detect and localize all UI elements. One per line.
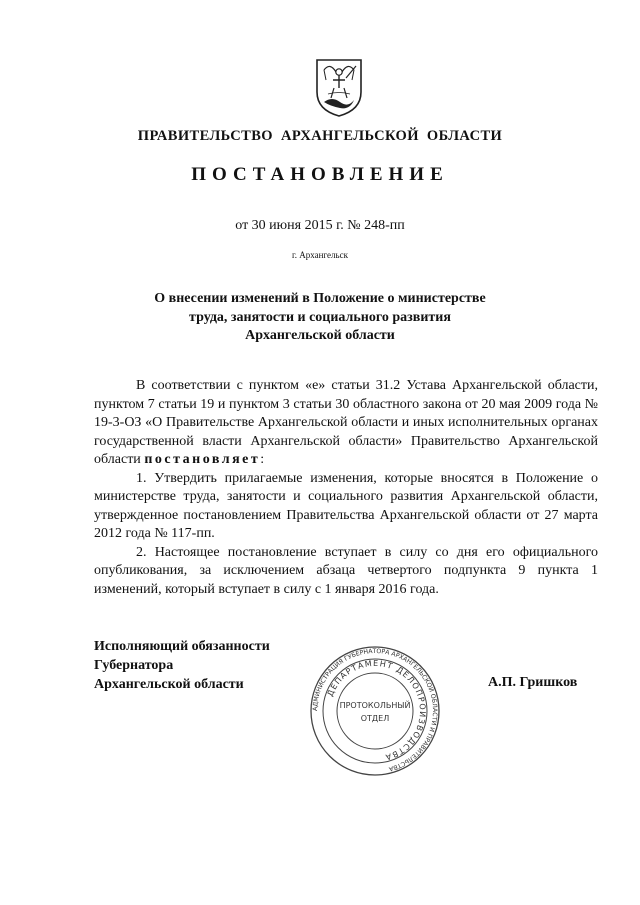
decree-colon: : (260, 452, 265, 467)
document-city: г. Архангельск (292, 250, 348, 260)
stamp-inner-text: ДЕПАРТАМЕНТ ДЕЛОПРОИЗВОДСТВА (325, 658, 428, 762)
preamble-text: В соответствии с пунктом «е» статьи 31.2 Устава Архангельской области, пунктом 7 статьи 19 и пунктом 3 статьи 30 областного закона от 20 мая 2009 года № 19-3-ОЗ «О Правительстве Архангельской области и иных исполнительных органах государственной власти Архангельской области» Правительство Архангельской области (94, 378, 598, 467)
stamp-outer-text: АДМИНИСТРАЦИЯ ГУБЕРНАТОРА АРХАНГЕЛЬСКОЙ ОБЛАСТИ И ПРАВИТЕЛЬСТВА (311, 647, 439, 773)
decree-keyword: постановляет (144, 452, 261, 467)
preamble-paragraph (94, 377, 598, 470)
clause-1: 1. Утвердить прилагаемые изменения, которые вносятся в Положение о министерстве труда, занятости и социального развития Архангельской области, утвержденное постановлением Правительства Архангельской области от 27 марта 2012 года № 117-пп. (94, 470, 598, 541)
document-body (94, 377, 598, 599)
signatory-line: Исполняющий обязанности (94, 639, 270, 654)
stamp-center-line: ПРОТОКОЛЬНЫЙ (339, 701, 411, 710)
clause-2: 2. Настоящее постановление вступает в силу со дня его официального опубликования, за исключением абзаца четвертого подпункта 9 пункта 1 изменений, который вступает в силу с 1 января 2016 года. (94, 544, 598, 597)
issuing-authority: ПРАВИТЕЛЬСТВО АРХАНГЕЛЬСКОЙ ОБЛАСТИ (137, 128, 503, 144)
official-seal-stamp (309, 645, 441, 777)
signatory-line: Архангельской области (94, 677, 244, 692)
document-date-number: от 30 июня 2015 г. № 248-пп (235, 218, 405, 233)
signatory-title (94, 637, 270, 694)
signatory-line: Губернатора (94, 658, 174, 673)
signer-name: А.П. Гришков (488, 675, 578, 690)
subject-line: О внесении изменений в Положение о министерстве (154, 291, 486, 306)
document-subject (0, 290, 640, 346)
subject-line: труда, занятости и социального развития (189, 309, 451, 325)
document-type-title: ПОСТАНОВЛЕНИЕ (191, 164, 449, 185)
stamp-center-line: ОТДЕЛ (360, 714, 390, 723)
coat-of-arms-icon (314, 58, 364, 118)
subject-line: Архангельской области (245, 328, 395, 343)
